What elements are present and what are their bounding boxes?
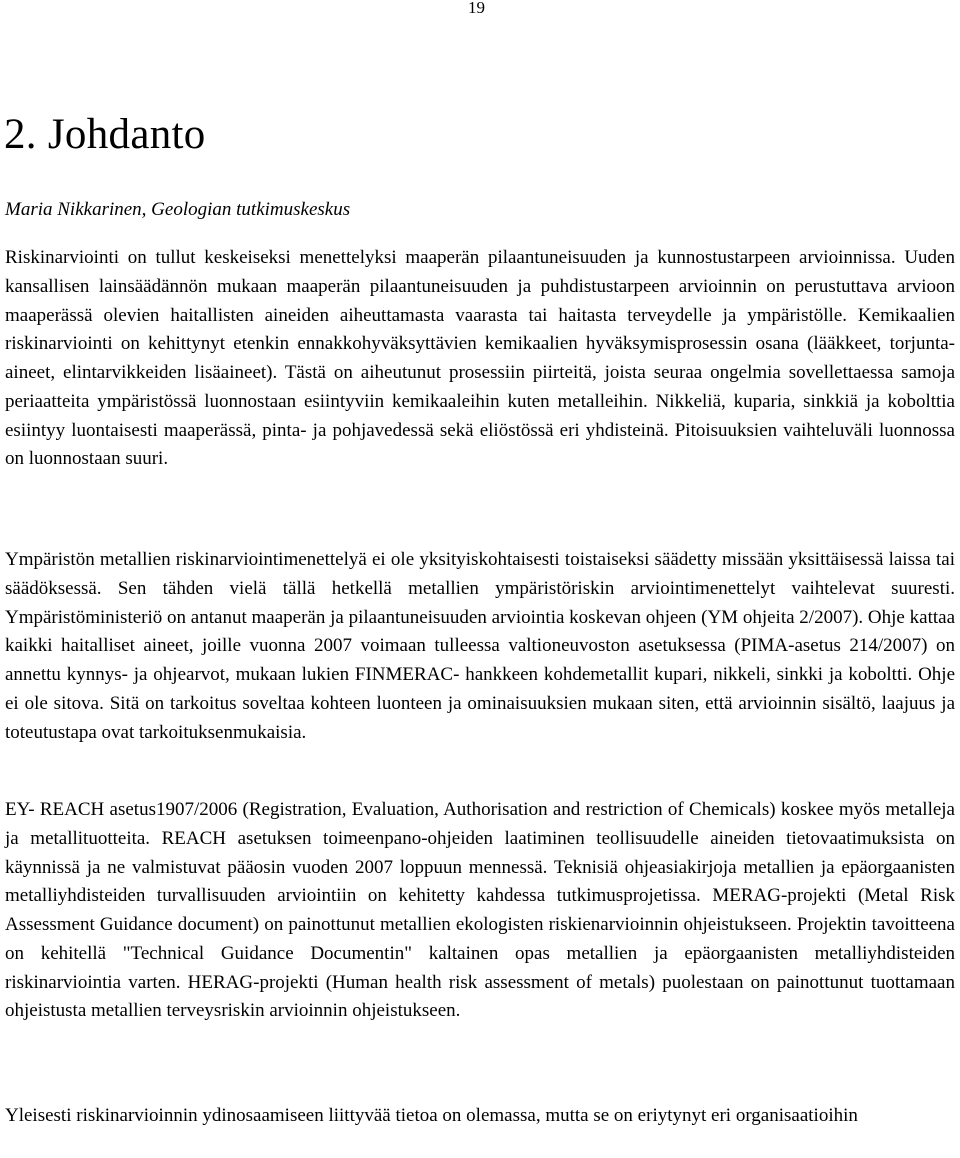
body-paragraph: Riskinarviointi on tullut keskeiseksi menettelyksi maaperän pilaantuneisuuden ja kunnostustarpeen arvioinnissa. Uuden kansallisen lainsäädännön mukaan maaperän pilaantuneisuuden ja puhdistustarpeen arvioinnin on perustuttava arvioon maaperässä olevien haitallisten aineiden aiheuttamasta vaarasta tai haitasta terveydelle ja ympäristölle. Kemikaalien riskinarviointi on kehittynyt etenkin ennakkohyväksyttävien kemikaalien hyväksymisprosessin osana (lääkkeet, torjunta-aineet, elintarvikkeiden lisäaineet). Tästä on aiheutunut prosessiin piirteitä, joista seuraa ongelmia sovellettaessa samoja periaatteita ympäristössä luonnostaan esiintyviin kemikaaleihin kuten metalleihin. Nikkeliä, kuparia, sinkkiä ja kobolttia esiintyy luontaisesti maaperässä, pinta- ja pohjavedessä sekä eliöstössä eri yhdisteinä. Pitoisuuksien vaihteluväli luonnossa on luonnostaan suuri. (5, 247, 955, 470)
body-paragraph: Ympäristön metallien riskinarviointimenettelyä ei ole yksityiskohtaisesti toistaiseksi säädetty missään yksittäisessä laissa tai säädöksessä. Sen tähden vielä tällä hetkellä metallien ympäristöriskin arviointimenettelyt vaihtelevat suuresti. Ympäristöministeriö on antanut maaperän ja pilaantuneisuuden arviointia koskevan ohjeen (YM ohjeita 2/2007). Ohje kattaa kaikki haitalliset aineet, joille vuonna 2007 voimaan tulleessa valtioneuvoston asetuksessa (PIMA-asetus 214/2007) on annettu kynnys- ja ohjearvot, mukaan lukien FINMERAC- hankkeen kohdemetallit kupari, nikkeli, sinkki ja koboltti. Ohje ei ole sitova. Sitä on tarkoitus soveltaa kohteen luonteen ja ominaisuuksien mukaan siten, että arvioinnin sisältö, laajuus ja toteutustapa ovat tarkoituksenmukaisia. (5, 549, 955, 743)
page-title: 2. Johdanto (4, 111, 206, 158)
body-paragraph: Yleisesti riskinarvioinnin ydinosaamiseen liittyvää tietoa on olemassa, mutta se on eriytynyt eri organisaatioihin (5, 1105, 858, 1126)
body-paragraph: EY- REACH asetus1907/2006 (Registration, Evaluation, Authorisation and restriction of Chemicals) koskee myös metalleja ja metallituotteita. REACH asetuksen toimeenpano-ohjeiden laatiminen teollisuudelle aineiden tietovaatimuksista on käynnissä ja ne valmistuvat pääosin vuoden 2007 loppuun mennessä. Teknisiä ohjeasiakirjoja metallien ja epäorgaanisten metalliyhdisteiden turvallisuuden arviointiin on kehitetty kahdessa tutkimusprojetissa. MERAG-projekti (Metal Risk Assessment Guidance document) on painottunut metallien ekologisten riskienarvioinnin ohjeistukseen. Projektin tavoitteena on kehitellä "Technical Guidance Documentin" kaltainen opas metallien ja epäorgaanisten metalliyhdisteiden riskinarviointia varten. HERAG-projekti (Human health risk assessment of metals) puolestaan on painottunut tuottamaan ohjeistusta metallien terveysriskin arvioinnin ohjeistukseen. (5, 799, 955, 1022)
author-line: Maria Nikkarinen, Geologian tutkimuskeskus (5, 199, 351, 220)
page-number: 19 (468, 0, 485, 17)
